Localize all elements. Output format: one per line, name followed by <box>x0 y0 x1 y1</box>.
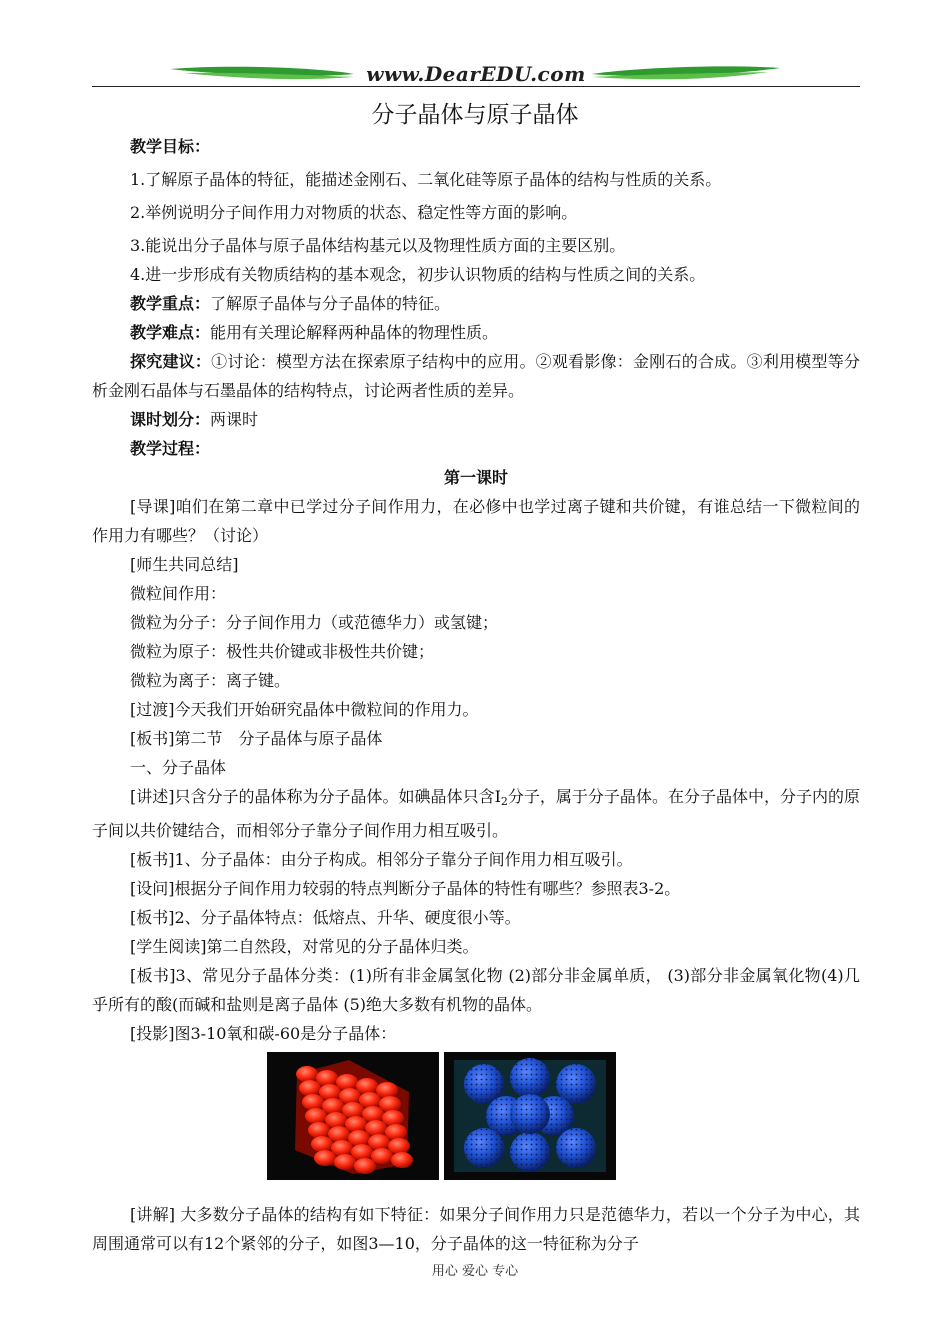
c60-molecule-icon <box>444 1052 616 1180</box>
oxygen-molecule <box>376 1082 398 1098</box>
goal-item-4: 4.进一步形成有关物质结构的基本观念，初步认识物质的结构与性质之间的关系。 <box>130 265 706 284</box>
c60-molecule <box>510 1132 550 1172</box>
body-line: 微粒为分子：分子间作用力（或范德华力）或氢键； <box>130 613 499 632</box>
oxygen-molecule <box>359 1092 381 1108</box>
oxygen-molecule <box>382 1110 404 1126</box>
suggestion-paragraph <box>92 347 860 405</box>
oxygen-molecule <box>331 1140 353 1156</box>
c60-molecule <box>510 1094 550 1134</box>
oxygen-molecule <box>365 1120 387 1136</box>
suggestion-text: ①讨论：模型方法在探索原子结构中的应用。②观看影像：金刚石的合成。③利用模型等分析金刚石晶体与石墨晶体的结构特点，讨论两者性质的差异。 <box>92 352 860 400</box>
oxygen-molecule <box>322 1098 344 1114</box>
intro-paragraph: [导课]咱们在第二章中已学过分子间作用力，在必修中也学过离子键和共价键，有谁总结一下微粒间的作用力有哪些？（讨论） <box>92 497 860 545</box>
oxygen-molecule <box>354 1158 376 1174</box>
goal-item-1: 1.了解原子晶体的特征，能描述金刚石、二氧化硅等原子晶体的结构与性质的关系。 <box>130 170 722 189</box>
classification-paragraph: [板书]3、常见分子晶体分类：(1)所有非金属氢化物 (2)部分非金属单质， (3)部分非金属氧化物(4)几乎所有的酸(而碱和盐则是离子晶体 (5)绝大多数有机物的晶体。 <box>92 966 860 1014</box>
body-line: [板书]第二节 分子晶体与原子晶体 <box>130 729 383 748</box>
c60-molecule <box>464 1128 504 1168</box>
oxygen-molecule <box>356 1078 378 1094</box>
oxygen-molecule <box>334 1154 356 1170</box>
oxygen-molecule <box>302 1094 324 1110</box>
oxygen-molecule <box>345 1116 367 1132</box>
oxygen-molecule <box>348 1130 370 1146</box>
subscript: 2 <box>500 795 508 808</box>
lecture-paragraph <box>92 782 860 845</box>
oxygen-molecule <box>368 1134 390 1150</box>
focus-label: 教学重点： <box>130 294 211 313</box>
body-line: [过渡]今天我们开始研究晶体中微粒间的作用力。 <box>130 700 479 719</box>
goal-item-2: 2.举例说明分子间作用力对物质的状态、稳定性等方面的影响。 <box>130 203 578 222</box>
body-line: [板书]2、分子晶体特点：低熔点、升华、硬度很小等。 <box>130 908 521 927</box>
oxygen-molecule <box>371 1148 393 1164</box>
focus-text: 了解原子晶体与分子晶体的特征。 <box>210 294 451 313</box>
oxygen-molecule <box>379 1096 401 1112</box>
oxygen-molecule <box>314 1150 336 1166</box>
oxygen-molecule <box>299 1080 321 1096</box>
summary-line: [师生共同总结] <box>130 555 239 574</box>
oxygen-molecule <box>316 1070 338 1086</box>
oxygen-molecule <box>351 1144 373 1160</box>
body-line: [板书]1、分子晶体：由分子构成。相邻分子靠分子间作用力相互吸引。 <box>130 850 633 869</box>
oxygen-molecule <box>328 1126 350 1142</box>
lesson-heading: 第一课时 <box>443 468 508 487</box>
body-line: 微粒间作用： <box>130 584 227 603</box>
body-line: [设问]根据分子间作用力较弱的特点判断分子晶体的特性有哪些？参照表3-2。 <box>130 879 681 898</box>
oxygen-molecule <box>336 1074 358 1090</box>
oxygen-molecule <box>308 1122 330 1138</box>
projection-line: [投影]图3-10氧和碳-60是分子晶体： <box>130 1024 397 1043</box>
oxygen-molecule <box>342 1102 364 1118</box>
site-logo[interactable]: www.DearEDU.com <box>366 62 586 86</box>
goals-heading: 教学目标： <box>130 137 211 156</box>
oxygen-crystal-image <box>267 1052 439 1180</box>
oxygen-molecule <box>319 1084 341 1100</box>
difficulty-label: 教学难点： <box>130 323 211 342</box>
body-line: 微粒为离子：离子键。 <box>130 671 291 690</box>
hours-label: 课时划分： <box>130 410 211 429</box>
explanation-paragraph: [讲解] 大多数分子晶体的结构有如下特征：如果分子间作用力只是范德华力，若以一个分子为中心，其周围通常可以有12个紧邻的分子，如图3—10，分子晶体的这一特征称为分子 <box>92 1205 860 1253</box>
oxygen-molecule <box>388 1138 410 1154</box>
c60-crystal-image <box>444 1052 616 1180</box>
figure-row <box>92 1052 860 1192</box>
oxygen-molecule <box>339 1088 361 1104</box>
oxygen-molecule <box>311 1136 333 1152</box>
body-line: 微粒为原子：极性共价键或非极性共价键； <box>130 642 435 661</box>
c60-molecule <box>556 1128 596 1168</box>
oxygen-molecule <box>362 1106 384 1122</box>
lecture-text-b: 分子，属于分子晶体。在分子晶体中，分子内的原子间以共价键结合，而相邻分子靠分子间作用力相互吸引。 <box>92 787 860 840</box>
section-heading: 一、分子晶体 <box>130 758 227 777</box>
hours-row <box>92 405 860 434</box>
oxygen-molecule <box>305 1108 327 1124</box>
page-title: 分子晶体与原子晶体 <box>371 102 579 128</box>
difficulty-row <box>92 318 860 347</box>
difficulty-text: 能用有关理论解释两种晶体的物理性质。 <box>210 323 499 342</box>
focus-row <box>92 289 860 318</box>
oxygen-molecule-icon <box>267 1052 439 1180</box>
c60-molecule <box>510 1058 550 1098</box>
goal-item-3: 3.能说出分子晶体与原子晶体结构基元以及物理性质方面的主要区别。 <box>130 236 626 255</box>
document-body <box>92 132 860 1258</box>
header-divider <box>92 86 860 87</box>
page-footer: 用心 爱心 专心 <box>431 1264 519 1279</box>
hours-text: 两课时 <box>210 410 259 429</box>
oxygen-molecule <box>325 1112 347 1128</box>
oxygen-molecule <box>296 1066 318 1082</box>
oxygen-molecule <box>385 1124 407 1140</box>
oxygen-molecule <box>391 1152 413 1168</box>
lecture-text-a: [讲述]只含分子的晶体称为分子晶体。如碘晶体只含I <box>130 787 501 806</box>
suggestion-label: 探究建议： <box>130 352 212 371</box>
body-line: [学生阅读]第二自然段，对常见的分子晶体归类。 <box>130 937 479 956</box>
process-heading: 教学过程： <box>130 439 211 458</box>
